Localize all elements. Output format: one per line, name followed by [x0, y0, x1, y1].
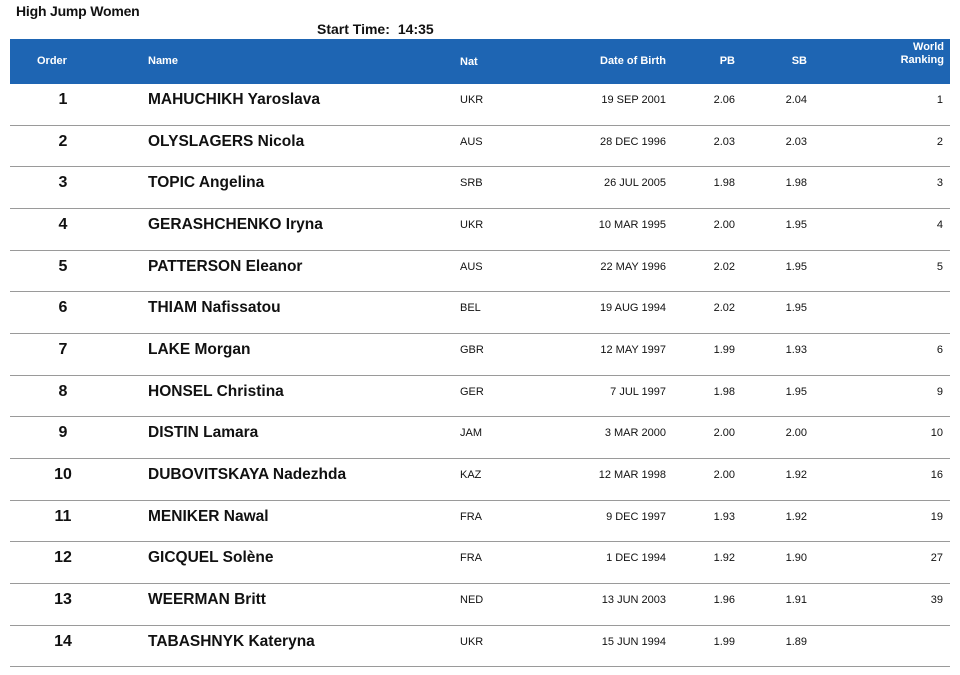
nat-cell: GBR	[460, 343, 484, 356]
table-row	[10, 417, 950, 459]
sb-cell: 1.95	[785, 385, 807, 398]
nat-cell: NED	[460, 593, 484, 606]
table-row	[10, 334, 950, 376]
pb-cell: 2.02	[713, 302, 735, 315]
pb-cell: 1.98	[713, 385, 735, 398]
start-time-label: Start Time:	[317, 21, 390, 37]
dob-cell: 19 AUG 1994	[599, 302, 666, 315]
order-cell: 1	[58, 91, 68, 108]
dob-cell: 9 DEC 1997	[606, 510, 666, 523]
nat-cell: UKR	[460, 635, 484, 648]
order-cell: 8	[58, 382, 68, 400]
dob-cell: 15 JUN 1994	[601, 635, 666, 648]
sb-cell: 2.00	[785, 427, 807, 440]
column-header-pb: PB	[719, 55, 735, 67]
athlete-name: TABASHNYK Kateryna	[148, 632, 315, 650]
dob-cell: 22 MAY 1996	[600, 260, 666, 273]
column-header-dob: Date of Birth	[600, 55, 666, 67]
nat-cell: AUS	[460, 135, 483, 148]
pb-cell: 2.00	[713, 427, 735, 440]
dob-cell: 7 JUL 1997	[610, 385, 666, 398]
athlete-name: PATTERSON Eleanor	[148, 257, 303, 275]
pb-cell: 1.93	[713, 510, 735, 523]
athlete-name: DISTIN Lamara	[148, 424, 259, 442]
table-row	[10, 626, 950, 668]
dob-cell: 19 SEP 2001	[601, 94, 666, 106]
world-ranking-cell: 3	[936, 177, 943, 190]
dob-cell: 13 JUN 2003	[601, 593, 666, 606]
nat-cell: UKR	[460, 94, 484, 106]
athlete-name: GICQUEL Solène	[148, 549, 274, 567]
athlete-name: DUBOVITSKAYA Nadezhda	[148, 465, 347, 483]
world-ranking-line1: World	[913, 41, 944, 53]
order-cell: 12	[54, 549, 72, 567]
order-cell: 13	[54, 590, 72, 608]
pb-cell: 1.99	[713, 635, 735, 648]
sb-cell: 1.92	[785, 510, 807, 523]
order-cell: 2	[58, 132, 68, 150]
order-cell: 14	[54, 632, 72, 650]
column-header-order: Order	[37, 55, 67, 67]
athlete-name: THIAM Nafissatou	[148, 299, 281, 317]
pb-cell: 2.00	[713, 468, 735, 481]
pb-cell: 1.98	[713, 177, 735, 190]
sb-cell: 1.93	[785, 343, 807, 356]
table-row	[10, 501, 950, 543]
sb-cell: 1.92	[785, 468, 807, 481]
dob-cell: 3 MAR 2000	[604, 427, 666, 440]
athlete-name: TOPIC Angelina	[148, 174, 265, 192]
world-ranking-line2: Ranking	[900, 54, 944, 66]
event-title: High Jump Women	[16, 3, 140, 19]
athlete-name: OLYSLAGERS Nicola	[148, 132, 305, 150]
sb-cell: 2.04	[785, 94, 807, 106]
pb-cell: 2.00	[713, 218, 735, 231]
dob-cell: 1 DEC 1994	[606, 552, 666, 565]
order-cell: 11	[54, 507, 72, 525]
sb-cell: 1.91	[785, 593, 807, 606]
table-row	[10, 542, 950, 584]
table-row	[10, 167, 950, 209]
world-ranking-cell: 19	[930, 510, 943, 523]
pb-cell: 2.03	[713, 135, 735, 148]
nat-cell: JAM	[460, 427, 482, 440]
table-row	[10, 376, 950, 418]
order-cell: 5	[58, 257, 68, 275]
pb-cell: 1.99	[713, 343, 735, 356]
nat-cell: AUS	[460, 260, 483, 273]
sb-cell: 1.89	[785, 635, 807, 648]
sb-cell: 1.95	[785, 302, 807, 315]
column-header-name: Name	[148, 55, 178, 67]
nat-cell: KAZ	[460, 468, 482, 481]
world-ranking-cell: 10	[930, 427, 943, 440]
pb-cell: 2.06	[713, 94, 735, 106]
table-row	[10, 459, 950, 501]
pb-cell: 1.92	[713, 552, 735, 565]
athlete-name: MAHUCHIKH Yaroslava	[148, 91, 320, 108]
world-ranking-cell: 4	[936, 218, 943, 231]
start-list-table	[10, 84, 950, 667]
world-ranking-cell: 1	[936, 94, 943, 106]
order-cell: 10	[54, 465, 72, 483]
column-header-sb: SB	[791, 55, 807, 67]
world-ranking-cell: 5	[936, 260, 943, 273]
world-ranking-cell: 6	[936, 343, 943, 356]
table-row	[10, 84, 950, 126]
table-row	[10, 126, 950, 168]
column-header-world-ranking	[901, 41, 944, 67]
table-header	[10, 39, 950, 84]
world-ranking-cell: 27	[930, 552, 943, 565]
nat-cell: BEL	[460, 302, 481, 315]
start-time	[317, 21, 434, 37]
nat-cell: FRA	[460, 510, 482, 523]
start-time-value: 14:35	[397, 21, 434, 37]
nat-cell: UKR	[460, 218, 484, 231]
athlete-name: HONSEL Christina	[148, 382, 284, 400]
order-cell: 7	[58, 340, 68, 358]
nat-cell: SRB	[460, 177, 483, 190]
order-cell: 6	[58, 299, 68, 317]
world-ranking-cell: 16	[930, 468, 943, 481]
sb-cell: 2.03	[785, 135, 807, 148]
world-ranking-cell: 9	[936, 385, 943, 398]
athlete-name: WEERMAN Britt	[148, 590, 266, 608]
dob-cell: 26 JUL 2005	[604, 177, 666, 190]
column-header-nat: Nat	[460, 56, 478, 68]
world-ranking-cell: 39	[930, 593, 943, 606]
pb-cell: 1.96	[713, 593, 735, 606]
nat-cell: GER	[460, 385, 484, 398]
dob-cell: 10 MAR 1995	[598, 218, 666, 231]
pb-cell: 2.02	[713, 260, 735, 273]
dob-cell: 28 DEC 1996	[599, 135, 666, 148]
nat-cell: FRA	[460, 552, 482, 565]
table-row	[10, 292, 950, 334]
sb-cell: 1.98	[785, 177, 807, 190]
order-cell: 4	[58, 215, 68, 233]
table-row	[10, 209, 950, 251]
sb-cell: 1.95	[785, 218, 807, 231]
table-row	[10, 584, 950, 626]
world-ranking-cell: 2	[936, 135, 943, 148]
athlete-name: LAKE Morgan	[148, 340, 251, 358]
sb-cell: 1.95	[785, 260, 807, 273]
sb-cell: 1.90	[785, 552, 807, 565]
dob-cell: 12 MAY 1997	[600, 343, 666, 356]
athlete-name: MENIKER Nawal	[148, 507, 269, 525]
table-row	[10, 251, 950, 293]
athlete-name: GERASHCHENKO Iryna	[148, 215, 323, 233]
order-cell: 9	[58, 424, 68, 442]
dob-cell: 12 MAR 1998	[598, 468, 666, 481]
order-cell: 3	[58, 174, 68, 192]
